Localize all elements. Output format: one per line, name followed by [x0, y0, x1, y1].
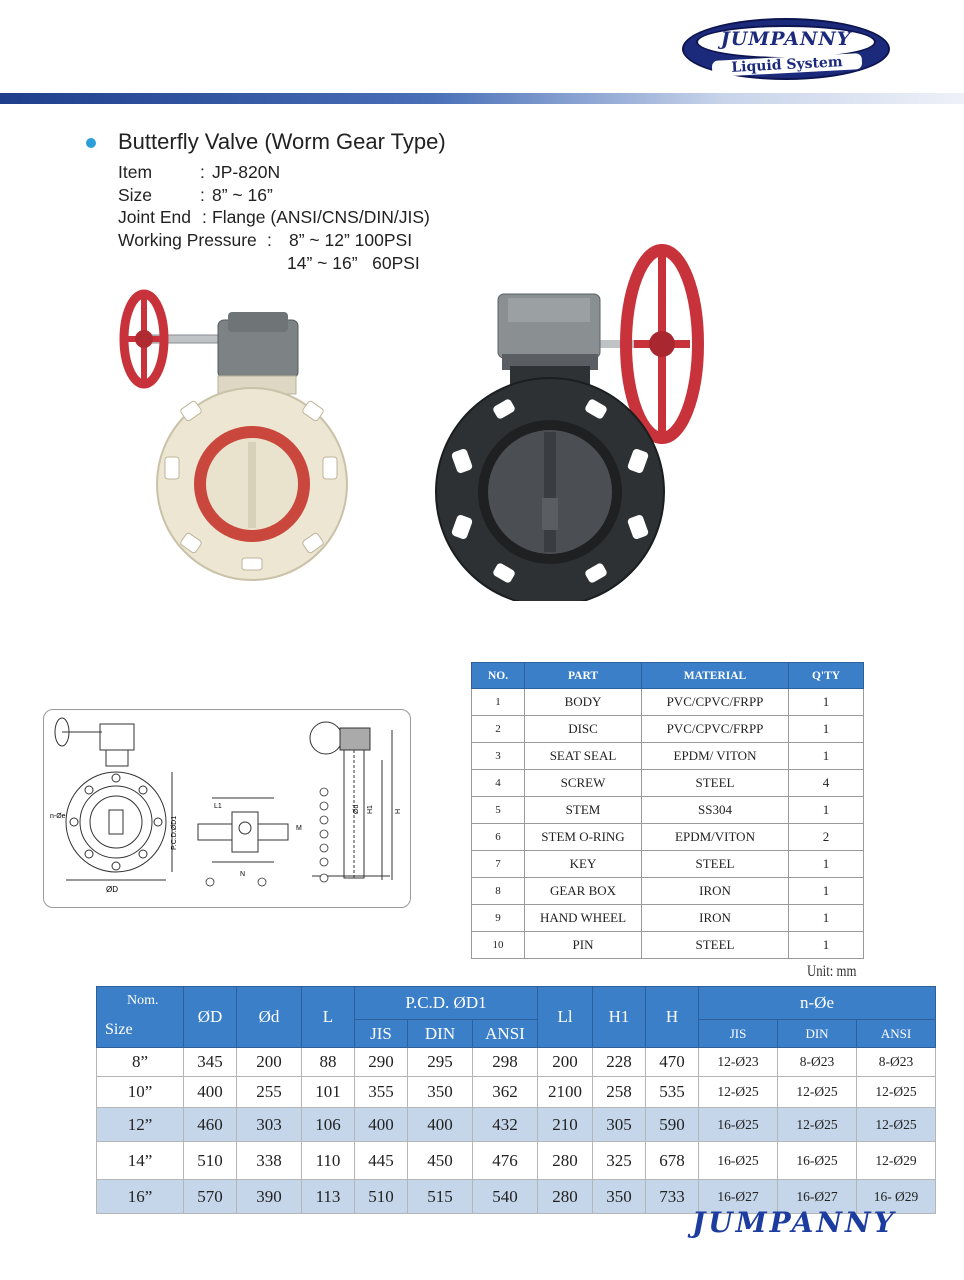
product-title: Butterfly Valve (Worm Gear Type) — [118, 129, 446, 154]
dims-cell-pcd-jis: 400 — [355, 1108, 408, 1142]
parts-header-qty: Q'TY — [789, 663, 864, 689]
logo-tagline: Liquid System — [712, 53, 863, 77]
dims-header-l: L — [302, 987, 355, 1048]
dims-cell-size: 12” — [97, 1108, 184, 1142]
parts-cell-material: SS304 — [642, 797, 789, 824]
dims-row — [97, 1108, 936, 1142]
technical-drawing-panel — [43, 709, 411, 908]
dims-header-ne: n-Øe — [699, 987, 936, 1020]
drawing-label-d: Ød — [353, 804, 360, 814]
parts-cell-material: IRON — [642, 878, 789, 905]
unit-label: Unit: mm — [807, 963, 857, 980]
dims-header-ne-ansi: ANSI — [857, 1020, 936, 1048]
dims-cell-size: 16” — [97, 1180, 184, 1214]
valve-photo-dark — [430, 236, 720, 601]
parts-cell-part: STEM O-RING — [525, 824, 642, 851]
parts-cell-part: HAND WHEEL — [525, 905, 642, 932]
dims-cell-h1: 350 — [593, 1180, 646, 1214]
dims-row — [97, 1048, 936, 1077]
drawing-label-n: N — [240, 871, 246, 878]
dims-cell-od: 345 — [184, 1048, 237, 1077]
dims-cell-d: 390 — [237, 1180, 302, 1214]
spec-sep-joint: : — [202, 207, 207, 227]
dims-cell-l: 113 — [302, 1180, 355, 1214]
dims-header-l1: Ll — [538, 987, 593, 1048]
parts-row — [472, 689, 864, 716]
dims-header-h: H — [646, 987, 699, 1048]
logo-brand-name: JUMPANNY — [720, 28, 852, 50]
spec-label-size: Size — [118, 185, 153, 205]
drawing-label-h1: H1 — [367, 805, 374, 814]
dims-row — [97, 1142, 936, 1180]
spec-sep-pressure: : — [267, 230, 272, 250]
bullet-icon — [86, 138, 96, 148]
dims-table-body — [97, 1048, 936, 1214]
parts-cell-no: 5 — [472, 797, 525, 824]
parts-cell-qty: 1 — [789, 878, 864, 905]
parts-cell-qty: 2 — [789, 824, 864, 851]
dims-cell-ne-ansi: 8-Ø23 — [857, 1048, 936, 1077]
dims-cell-d: 255 — [237, 1077, 302, 1108]
spec-value-joint: Flange (ANSI/CNS/DIN/JIS) — [212, 207, 430, 227]
dims-row — [97, 1077, 936, 1108]
dims-cell-h: 733 — [646, 1180, 699, 1214]
dims-cell-l: 110 — [302, 1142, 355, 1180]
parts-row — [472, 824, 864, 851]
dims-cell-l1: 280 — [538, 1180, 593, 1214]
drawing-label-m: M — [296, 825, 302, 832]
parts-cell-part: STEM — [525, 797, 642, 824]
parts-header-no: NO. — [472, 663, 525, 689]
dims-cell-pcd-ansi: 540 — [473, 1180, 538, 1214]
dims-header-pcd-ansi: ANSI — [473, 1020, 538, 1048]
dims-cell-ne-jis: 16-Ø25 — [699, 1142, 778, 1180]
dims-header-size: Size — [105, 1021, 133, 1038]
parts-cell-material: EPDM/VITON — [642, 824, 789, 851]
dims-cell-ne-jis: 12-Ø25 — [699, 1077, 778, 1108]
dims-cell-h1: 228 — [593, 1048, 646, 1077]
dims-cell-pcd-ansi: 362 — [473, 1077, 538, 1108]
parts-row — [472, 851, 864, 878]
dims-header-nom-size — [97, 987, 184, 1048]
parts-cell-qty: 1 — [789, 932, 864, 959]
spec-value-item: JP-820N — [212, 162, 281, 182]
dims-cell-h1: 305 — [593, 1108, 646, 1142]
dimensions-table — [96, 986, 936, 1214]
dims-cell-h1: 325 — [593, 1142, 646, 1180]
dims-cell-pcd-ansi: 298 — [473, 1048, 538, 1077]
dims-cell-size: 10” — [97, 1077, 184, 1108]
parts-cell-part: KEY — [525, 851, 642, 878]
dims-cell-l1: 200 — [538, 1048, 593, 1077]
parts-cell-material: STEEL — [642, 932, 789, 959]
dims-cell-pcd-din: 400 — [408, 1108, 473, 1142]
dims-cell-ne-jis: 16-Ø27 — [699, 1180, 778, 1214]
dims-cell-l: 101 — [302, 1077, 355, 1108]
dims-cell-l: 106 — [302, 1108, 355, 1142]
dims-cell-ne-din: 12-Ø25 — [778, 1077, 857, 1108]
dims-cell-od: 400 — [184, 1077, 237, 1108]
spec-label-pressure: Working Pressure — [118, 230, 257, 250]
dims-cell-l1: 2100 — [538, 1077, 593, 1108]
parts-cell-no: 3 — [472, 743, 525, 770]
valve-photo-cream — [110, 282, 360, 592]
drawing-label-h: H — [395, 808, 402, 814]
technical-drawing — [44, 710, 410, 907]
parts-cell-no: 4 — [472, 770, 525, 797]
parts-cell-part: DISC — [525, 716, 642, 743]
dims-cell-h: 535 — [646, 1077, 699, 1108]
dims-cell-pcd-ansi: 432 — [473, 1108, 538, 1142]
parts-cell-part: BODY — [525, 689, 642, 716]
dims-cell-ne-din: 12-Ø25 — [778, 1108, 857, 1142]
dims-cell-d: 338 — [237, 1142, 302, 1180]
dims-header-row-1 — [97, 987, 936, 1020]
dims-cell-l1: 210 — [538, 1108, 593, 1142]
dims-cell-pcd-din: 295 — [408, 1048, 473, 1077]
dims-cell-d: 200 — [237, 1048, 302, 1077]
dims-header-od: ØD — [184, 987, 237, 1048]
dims-cell-ne-ansi: 16- Ø29 — [857, 1180, 936, 1214]
dims-header-h1: H1 — [593, 987, 646, 1048]
dims-cell-ne-din: 16-Ø25 — [778, 1142, 857, 1180]
dims-cell-pcd-ansi: 476 — [473, 1142, 538, 1180]
spec-value-pressure-1: 8” ~ 12” 100PSI — [289, 230, 413, 250]
parts-cell-no: 8 — [472, 878, 525, 905]
dims-cell-ne-din: 8-Ø23 — [778, 1048, 857, 1077]
parts-table — [471, 662, 864, 959]
spec-sep-item: : — [200, 162, 205, 182]
parts-cell-material: STEEL — [642, 770, 789, 797]
parts-row — [472, 716, 864, 743]
parts-row — [472, 905, 864, 932]
parts-cell-no: 9 — [472, 905, 525, 932]
parts-cell-material: STEEL — [642, 851, 789, 878]
parts-cell-material: EPDM/ VITON — [642, 743, 789, 770]
spec-value-pressure-2: 14” ~ 16” 60PSI — [287, 253, 420, 273]
parts-header-material: MATERIAL — [642, 663, 789, 689]
red-handwheel-icon — [124, 294, 164, 384]
drawing-label-od: ØD — [106, 885, 118, 894]
dims-cell-h: 678 — [646, 1142, 699, 1180]
dims-header-pcd-din: DIN — [408, 1020, 473, 1048]
spec-value-size: 8” ~ 16” — [212, 185, 273, 205]
parts-header-row — [472, 663, 864, 689]
dims-cell-pcd-din: 350 — [408, 1077, 473, 1108]
dims-cell-d: 303 — [237, 1108, 302, 1142]
dims-cell-l: 88 — [302, 1048, 355, 1077]
parts-table-body — [472, 689, 864, 959]
dims-cell-pcd-din: 450 — [408, 1142, 473, 1180]
spec-label-joint: Joint End — [118, 207, 191, 227]
dims-header-pcd-jis: JIS — [355, 1020, 408, 1048]
dims-header-d: Ød — [237, 987, 302, 1048]
dims-header-ne-din: DIN — [778, 1020, 857, 1048]
dims-cell-pcd-jis: 355 — [355, 1077, 408, 1108]
dims-header-ne-jis: JIS — [699, 1020, 778, 1048]
dims-cell-ne-ansi: 12-Ø29 — [857, 1142, 936, 1180]
dims-cell-ne-ansi: 12-Ø25 — [857, 1077, 936, 1108]
parts-row — [472, 770, 864, 797]
dims-cell-ne-jis: 12-Ø23 — [699, 1048, 778, 1077]
drawing-label-ne: n-Øe — [50, 813, 66, 820]
dims-cell-od: 570 — [184, 1180, 237, 1214]
parts-cell-part: SCREW — [525, 770, 642, 797]
parts-row — [472, 797, 864, 824]
parts-cell-no: 2 — [472, 716, 525, 743]
dims-cell-size: 8” — [97, 1048, 184, 1077]
parts-cell-qty: 1 — [789, 851, 864, 878]
dims-cell-od: 460 — [184, 1108, 237, 1142]
parts-cell-no: 10 — [472, 932, 525, 959]
parts-cell-material: PVC/CPVC/FRPP — [642, 716, 789, 743]
dims-cell-h: 470 — [646, 1048, 699, 1077]
parts-cell-qty: 1 — [789, 689, 864, 716]
parts-cell-no: 1 — [472, 689, 525, 716]
dims-cell-ne-ansi: 12-Ø25 — [857, 1108, 936, 1142]
dims-cell-pcd-din: 515 — [408, 1180, 473, 1214]
dims-cell-size: 14” — [97, 1142, 184, 1180]
parts-cell-qty: 1 — [789, 797, 864, 824]
dims-cell-ne-jis: 16-Ø25 — [699, 1108, 778, 1142]
dims-cell-pcd-jis: 290 — [355, 1048, 408, 1077]
parts-cell-qty: 1 — [789, 905, 864, 932]
dims-cell-pcd-jis: 445 — [355, 1142, 408, 1180]
parts-row — [472, 743, 864, 770]
footer-brand: JUMPANNY — [692, 1206, 897, 1239]
dims-header-nom: Nom. — [127, 993, 159, 1008]
parts-cell-qty: 1 — [789, 743, 864, 770]
drawing-label-l1: L1 — [214, 803, 222, 810]
dims-cell-h1: 258 — [593, 1077, 646, 1108]
parts-row — [472, 932, 864, 959]
spec-label-item: Item — [118, 162, 153, 182]
parts-cell-qty: 1 — [789, 716, 864, 743]
parts-cell-part: SEAT SEAL — [525, 743, 642, 770]
dims-cell-ne-din: 16-Ø27 — [778, 1180, 857, 1214]
dims-cell-l1: 280 — [538, 1142, 593, 1180]
dims-cell-h: 590 — [646, 1108, 699, 1142]
parts-cell-material: PVC/CPVC/FRPP — [642, 689, 789, 716]
parts-header-part: PART — [525, 663, 642, 689]
parts-row — [472, 878, 864, 905]
brand-logo — [682, 18, 888, 86]
header-gradient-bar — [0, 93, 964, 104]
dims-header-pcd: P.C.D. ØD1 — [355, 987, 538, 1020]
dims-cell-pcd-jis: 510 — [355, 1180, 408, 1214]
drawing-label-pcd: P.C.D.ØD1 — [171, 815, 178, 850]
parts-cell-part: GEAR BOX — [525, 878, 642, 905]
parts-cell-qty: 4 — [789, 770, 864, 797]
parts-cell-part: PIN — [525, 932, 642, 959]
spec-sep-size: : — [200, 185, 205, 205]
parts-cell-no: 6 — [472, 824, 525, 851]
dims-cell-od: 510 — [184, 1142, 237, 1180]
parts-cell-no: 7 — [472, 851, 525, 878]
parts-cell-material: IRON — [642, 905, 789, 932]
cream-valve-body-icon — [150, 312, 347, 580]
